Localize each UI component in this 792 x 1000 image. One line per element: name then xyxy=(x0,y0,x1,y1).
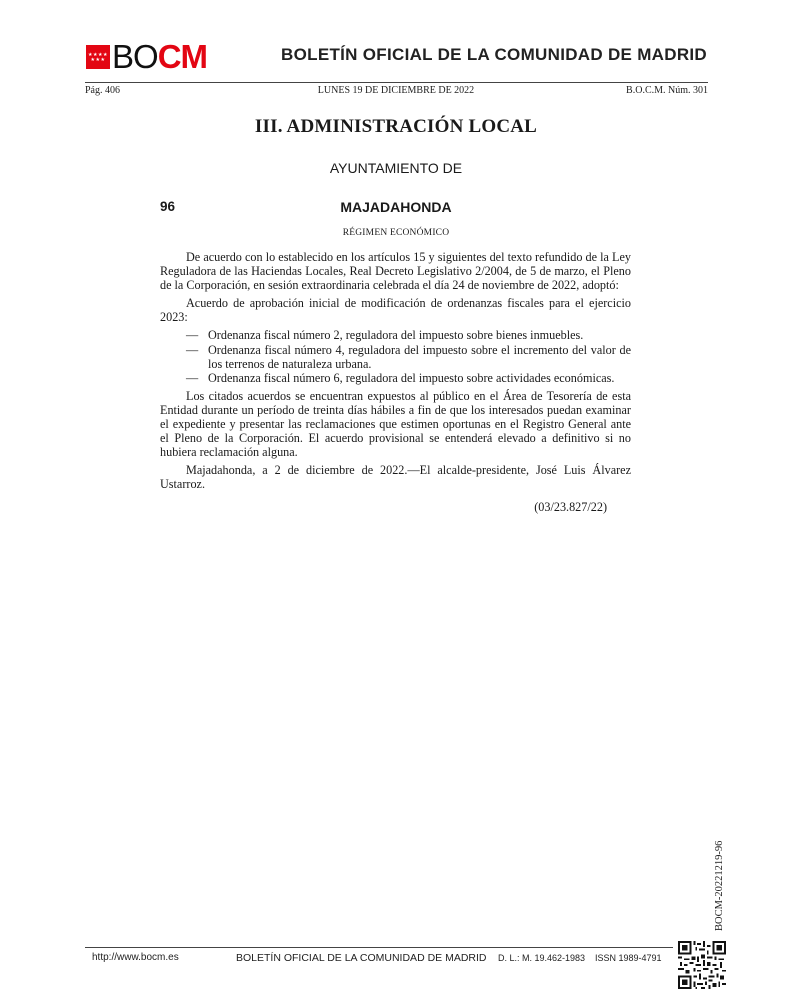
dash-bullet: — xyxy=(186,370,199,385)
section-title: III. ADMINISTRACIÓN LOCAL xyxy=(254,116,538,137)
issue-number: B.O.C.M. Núm. 301 xyxy=(626,85,708,96)
list-item xyxy=(160,328,631,342)
logo-text-bo: BO xyxy=(112,38,158,75)
list-item-text: Ordenanza fiscal número 4, reguladora del impuesto sobre el incremento del valor de los terrenos de naturaleza urbana. xyxy=(208,342,631,371)
entry-number: 96 xyxy=(160,199,176,214)
qr-code-icon xyxy=(678,941,726,989)
page-number: Pág. 406 xyxy=(85,85,120,96)
list-item-text: Ordenanza fiscal número 2, reguladora del impuesto sobre bienes inmuebles. xyxy=(208,328,584,343)
document-id-vertical: BOCM-20221219-96 xyxy=(714,840,725,931)
reference-code: (03/23.827/22) xyxy=(534,500,607,514)
footer-url-link[interactable]: http://www.bocm.es xyxy=(92,952,179,963)
paragraph-signature: Majadahonda, a 2 de diciembre de 2022.—El alcalde-presidente, José Luis Álvarez Ustarroz. xyxy=(160,463,631,492)
announcement-body xyxy=(160,250,631,496)
logo-text-cm: CM xyxy=(157,38,208,75)
issue-date: LUNES 19 DE DICIEMBRE DE 2022 xyxy=(317,85,475,96)
paragraph-exposure: Los citados acuerdos se encuentran expuestos al público en el Área de Tesorería de esta Entidad durante un período de treinta días hábiles a fin de que los interesados puedan examinar el expediente y presentar las reclamaciones que estimen oportunas en el Registro General ante el Pleno de la Corporación. El acuerdo provisional se entenderá elevado a definitivo si no hubiera reclamación alguna. xyxy=(160,388,631,460)
footer-divider xyxy=(85,947,673,948)
flag-stars: ★★★★ ★★★ xyxy=(88,52,108,63)
ordinance-list xyxy=(160,328,631,384)
list-item xyxy=(160,371,631,385)
header-divider xyxy=(85,82,708,83)
paragraph-agreement: Acuerdo de aprobación inicial de modificación de ordenanzas fiscales para el ejercicio 2023: xyxy=(160,296,631,325)
dash-bullet: — xyxy=(186,328,199,343)
paragraph-intro: De acuerdo con lo establecido en los artículos 15 y siguientes del texto refundido de la Ley Reguladora de las Haciendas Locales, Real Decreto Legislativo 2/2004, de 5 de marzo, el Pleno de la Corporación, en sesión extraordinaria celebrada el día 24 de noviembre de 2022, adoptó: xyxy=(160,250,631,293)
ayuntamiento-label: AYUNTAMIENTO DE xyxy=(329,160,463,176)
legal-deposit: D. L.: M. 19.462-1983 xyxy=(498,953,586,963)
madrid-flag-icon xyxy=(86,45,110,69)
site-title: BOLETÍN OFICIAL DE LA COMUNIDAD DE MADRID xyxy=(281,45,707,64)
list-item-text: Ordenanza fiscal número 6, reguladora del impuesto sobre actividades económicas. xyxy=(208,370,615,385)
list-item xyxy=(160,343,631,371)
subheading: RÉGIMEN ECONÓMICO xyxy=(342,228,450,238)
dash-bullet: — xyxy=(186,342,199,357)
issn: ISSN 1989-4791 xyxy=(595,953,662,963)
bocm-logo xyxy=(86,38,208,75)
footer-title: BOLETÍN OFICIAL DE LA COMUNIDAD DE MADRID xyxy=(236,952,487,964)
municipality-name: MAJADAHONDA xyxy=(340,199,452,215)
